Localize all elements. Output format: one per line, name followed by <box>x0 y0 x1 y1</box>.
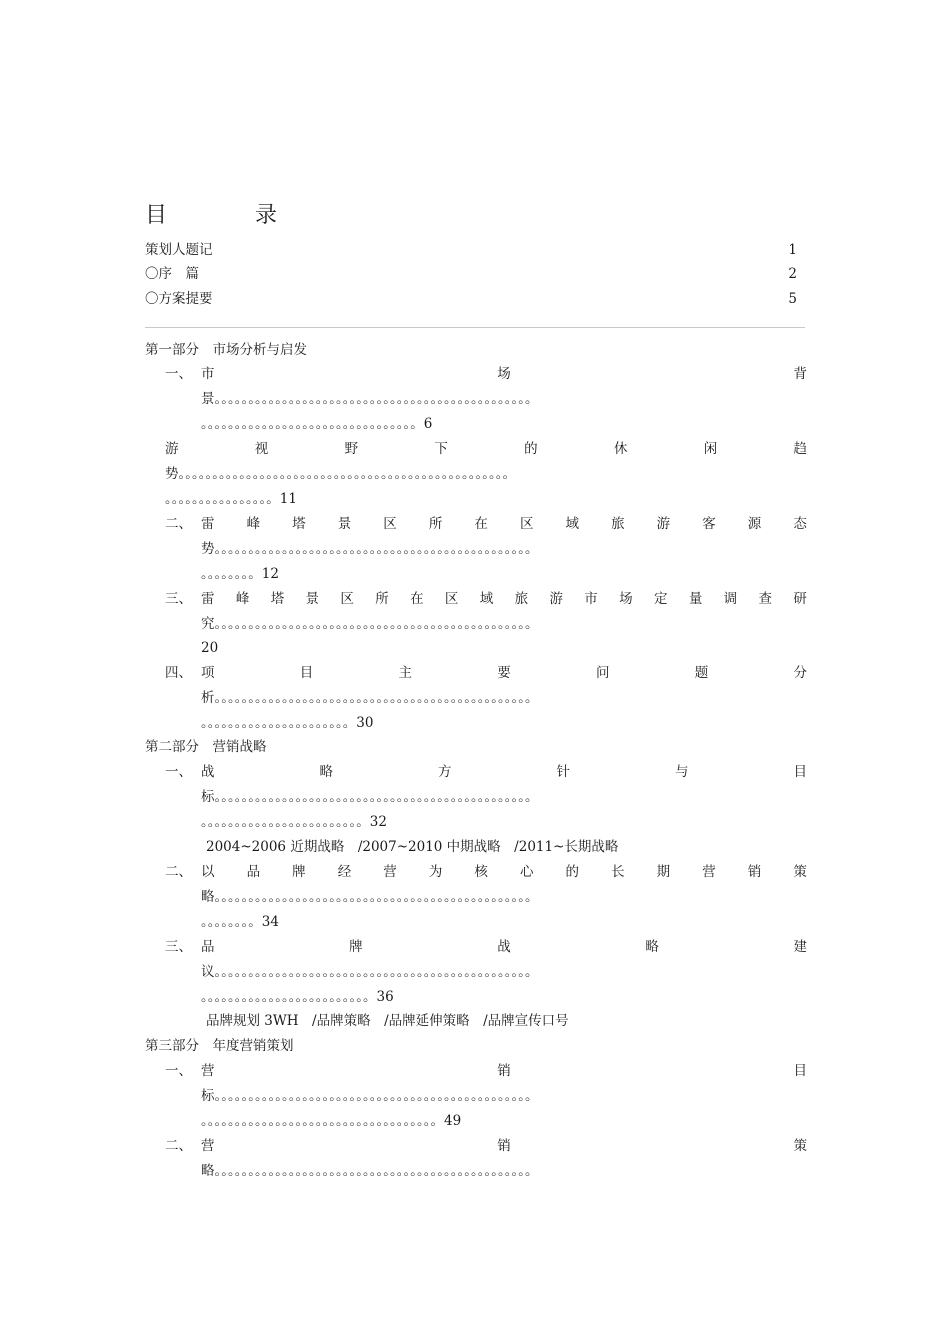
toc-entry-label: 策划人题记 <box>145 242 213 258</box>
title-char: 核 <box>474 864 488 880</box>
part1-s1-leader: 景。。。。。。。。。。。。。。。。。。。。。。。。。。。。。。。。。。。。。。。。。。。。。。。 <box>201 391 539 407</box>
title-char: 定 <box>653 591 668 607</box>
part3-s1-leader: 标。。。。。。。。。。。。。。。。。。。。。。。。。。。。。。。。。。。。。。。。。。。。。。。 <box>201 1088 539 1104</box>
title-char: 峰 <box>235 591 250 607</box>
title-char: 趋 <box>793 441 807 457</box>
part1-s2-number: 二、 <box>165 516 192 532</box>
toc-entry-page: 5 <box>788 291 797 307</box>
part1-s4-title[interactable] <box>201 661 807 685</box>
title-char: 区 <box>340 591 354 607</box>
title-char: 态 <box>793 516 807 532</box>
part1-s1-page: 。。。。。。。。。。。。。。。。。。。。。。。。。。。。。。。。6 <box>201 416 433 432</box>
part1-heading[interactable]: 第一部分 市场分析与启发 <box>145 342 307 358</box>
title-char: 与 <box>675 764 689 780</box>
title-char: 策 <box>793 864 807 880</box>
title-char: 量 <box>688 591 703 607</box>
part2-s1-title[interactable] <box>201 760 807 784</box>
title-char: 战 <box>497 939 511 955</box>
title-char: 市 <box>201 366 215 382</box>
title-char: 的 <box>524 441 538 457</box>
part1-s3-title[interactable] <box>201 587 807 611</box>
part2-s2-title[interactable] <box>201 860 807 884</box>
part1-s2-page: 。。。。。。。。12 <box>201 566 279 582</box>
part1-s2-title[interactable] <box>201 512 807 536</box>
title-char: 源 <box>747 516 762 532</box>
part1-sub-title[interactable] <box>165 437 807 461</box>
title-char: 营 <box>201 1063 215 1079</box>
title-char: 针 <box>556 764 570 780</box>
title-char: 调 <box>723 591 738 607</box>
part1-s4-page: 。。。。。。。。。。。。。。。。。。。。。。30 <box>201 715 374 731</box>
toc-title <box>145 198 278 229</box>
title-char: 在 <box>410 591 424 607</box>
title-char: 略 <box>319 764 333 780</box>
toc-title-char-2: 录 <box>255 203 278 228</box>
part1-s4-number: 四、 <box>165 665 192 681</box>
part2-s3-note: 品牌规划 3WH /品牌策略 /品牌延伸策略 /品牌宣传口号 <box>206 1013 569 1029</box>
part1-sub-leader: 势。。。。。。。。。。。。。。。。。。。。。。。。。。。。。。。。。。。。。。。。。。。。。。。。。 <box>165 466 516 482</box>
toc-title-char-1: 目 <box>145 203 168 228</box>
title-char: 题 <box>694 665 709 681</box>
title-char: 经 <box>337 864 352 880</box>
part2-s2-page: 。。。。。。。。34 <box>201 914 279 930</box>
title-char: 雷 <box>201 591 215 607</box>
title-char: 休 <box>613 441 628 457</box>
title-char: 要 <box>497 665 511 681</box>
title-char: 所 <box>428 516 443 532</box>
part2-s1-note: 2004~2006 近期战略 /2007~2010 中期战略 /2011~长期战略 <box>206 839 619 855</box>
title-char: 为 <box>428 864 443 880</box>
title-char: 品 <box>201 939 215 955</box>
title-char: 目 <box>793 1063 807 1079</box>
toc-entry-page: 2 <box>788 266 797 282</box>
title-char: 所 <box>375 591 389 607</box>
part2-heading[interactable]: 第二部分 营销战略 <box>145 739 267 755</box>
title-char: 区 <box>383 516 397 532</box>
title-char: 销 <box>497 1063 511 1079</box>
toc-entry-preface-note[interactable] <box>145 238 797 262</box>
part1-s3-page: 20 <box>201 640 219 656</box>
title-char: 营 <box>702 864 716 880</box>
part2-s1-leader: 标。。。。。。。。。。。。。。。。。。。。。。。。。。。。。。。。。。。。。。。。。。。。。。。 <box>201 789 539 805</box>
part3-heading[interactable]: 第三部分 年度营销策划 <box>145 1038 294 1054</box>
title-char: 背 <box>793 366 807 382</box>
title-char: 景 <box>337 516 352 532</box>
part1-s1-number: 一、 <box>165 366 192 382</box>
title-char: 区 <box>444 591 459 607</box>
title-char: 塔 <box>292 516 306 532</box>
part3-s1-title[interactable] <box>201 1059 807 1083</box>
title-char: 销 <box>747 864 762 880</box>
title-char: 景 <box>305 591 320 607</box>
title-char: 区 <box>519 516 534 532</box>
title-char: 市 <box>584 591 598 607</box>
part3-s1-page: 。。。。。。。。。。。。。。。。。。。。。。。。。。。。。。。。。。。49 <box>201 1113 462 1129</box>
title-char: 目 <box>299 665 314 681</box>
title-char: 塔 <box>270 591 285 607</box>
title-char: 营 <box>383 864 397 880</box>
title-char: 的 <box>565 864 579 880</box>
title-char: 域 <box>479 591 494 607</box>
part1-sub-page: 。。。。。。。。。。。。。。。。11 <box>165 491 297 507</box>
title-char: 分 <box>793 665 807 681</box>
title-char: 销 <box>497 1138 511 1154</box>
part2-s1-page: 。。。。。。。。。。。。。。。。。。。。。。。。32 <box>201 814 387 830</box>
title-char: 牌 <box>349 939 363 955</box>
title-char: 域 <box>565 516 579 532</box>
title-char: 查 <box>758 591 772 607</box>
part1-s4-leader: 析。。。。。。。。。。。。。。。。。。。。。。。。。。。。。。。。。。。。。。。。。。。。。。。 <box>201 690 539 706</box>
part2-s3-page: 。。。。。。。。。。。。。。。。。。。。。。。。。36 <box>201 989 394 1005</box>
toc-entry-foreword[interactable] <box>145 262 797 286</box>
title-char: 游 <box>656 516 671 532</box>
title-char: 闲 <box>703 441 718 457</box>
title-char: 营 <box>201 1138 215 1154</box>
title-char: 旅 <box>514 591 529 607</box>
title-char: 项 <box>201 665 215 681</box>
part3-s2-leader: 略。。。。。。。。。。。。。。。。。。。。。。。。。。。。。。。。。。。。。。。。。。。。。。。 <box>201 1163 539 1179</box>
title-char: 峰 <box>246 516 261 532</box>
title-char: 游 <box>549 591 563 607</box>
title-char: 以 <box>201 864 215 880</box>
part1-s3-number: 三、 <box>165 591 192 607</box>
title-char: 策 <box>793 1138 807 1154</box>
title-char: 客 <box>702 516 716 532</box>
title-char: 场 <box>497 366 511 382</box>
title-char: 雷 <box>201 516 215 532</box>
title-char: 下 <box>434 441 448 457</box>
part2-s2-leader: 略。。。。。。。。。。。。。。。。。。。。。。。。。。。。。。。。。。。。。。。。。。。。。。。 <box>201 889 539 905</box>
toc-entry-label: 〇序 篇 <box>145 266 199 282</box>
title-char: 长 <box>611 864 625 880</box>
title-char: 旅 <box>611 516 625 532</box>
part1-s1-title[interactable] <box>201 362 807 386</box>
title-char: 心 <box>519 864 534 880</box>
title-char: 游 <box>165 441 179 457</box>
part1-s3-leader: 究。。。。。。。。。。。。。。。。。。。。。。。。。。。。。。。。。。。。。。。。。。。。。。。 <box>201 616 539 632</box>
part3-s2-number: 二、 <box>165 1138 192 1154</box>
title-char: 研 <box>793 591 807 607</box>
part2-s3-title[interactable] <box>201 935 807 959</box>
title-char: 目 <box>793 764 807 780</box>
title-char: 视 <box>254 441 269 457</box>
title-char: 品 <box>246 864 261 880</box>
title-char: 建 <box>793 939 807 955</box>
toc-entry-label: 〇方案提要 <box>145 291 213 307</box>
title-char: 方 <box>438 764 452 780</box>
part2-s1-number: 一、 <box>165 764 192 780</box>
title-char: 问 <box>596 665 610 681</box>
part1-s2-leader: 势。。。。。。。。。。。。。。。。。。。。。。。。。。。。。。。。。。。。。。。。。。。。。。。 <box>201 541 539 557</box>
title-char: 牌 <box>292 864 306 880</box>
part2-s2-number: 二、 <box>165 864 192 880</box>
part2-s3-number: 三、 <box>165 939 192 955</box>
title-char: 在 <box>474 516 488 532</box>
title-char: 主 <box>398 665 412 681</box>
title-char: 期 <box>656 864 671 880</box>
divider-rule <box>145 327 805 328</box>
title-char: 战 <box>201 764 215 780</box>
toc-entry-summary[interactable] <box>145 287 797 311</box>
part3-s2-title[interactable] <box>201 1134 807 1158</box>
title-char: 略 <box>645 939 659 955</box>
toc-entry-page: 1 <box>788 242 797 258</box>
part2-s3-leader: 议。。。。。。。。。。。。。。。。。。。。。。。。。。。。。。。。。。。。。。。。。。。。。。。 <box>201 964 539 980</box>
title-char: 野 <box>344 441 359 457</box>
part3-s1-number: 一、 <box>165 1063 192 1079</box>
title-char: 场 <box>619 591 633 607</box>
